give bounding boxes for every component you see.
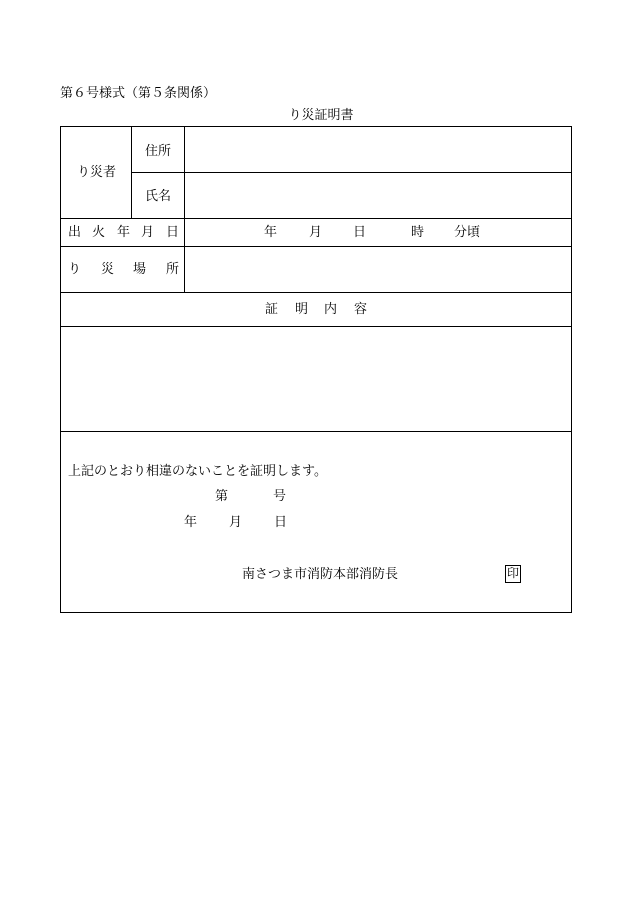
place-label-3: 所: [166, 262, 180, 277]
seal-mark: 印: [505, 565, 521, 583]
divider-label-value-2: [184, 218, 185, 292]
number-dai: 第: [215, 489, 229, 504]
certificate-form: [60, 126, 572, 613]
place-label-2: 場: [133, 262, 147, 277]
fire-date-day: 日: [353, 225, 367, 240]
fire-date-hour: 時: [411, 225, 425, 240]
content-header-2: 内: [324, 302, 338, 317]
issue-year: 年: [184, 515, 198, 530]
number-go: 号: [273, 489, 287, 504]
divider-date-place: [61, 246, 572, 247]
place-label-0: り: [68, 262, 82, 277]
victim-label: り災者: [77, 165, 117, 180]
address-label: 住所: [145, 144, 172, 159]
issue-day: 日: [274, 515, 288, 530]
fire-date-label-4: 日: [166, 225, 180, 240]
fire-date-label-3: 月: [141, 225, 155, 240]
divider-place-content: [61, 292, 572, 293]
fire-date-minute: 分頃: [454, 225, 481, 240]
divider-content-header: [61, 326, 572, 327]
fire-date-month: 月: [309, 225, 323, 240]
divider-victim-sublabel: [131, 127, 132, 218]
content-header-3: 容: [354, 302, 368, 317]
fire-date-year: 年: [264, 225, 278, 240]
issue-month: 月: [229, 515, 243, 530]
content-header-1: 明: [295, 302, 309, 317]
divider-victim-date: [61, 218, 572, 219]
divider-content-footer: [61, 431, 572, 432]
certification-statement: 上記のとおり相違のないことを証明します。: [68, 464, 327, 479]
fire-date-label-1: 火: [92, 225, 106, 240]
content-header-0: 証: [265, 302, 279, 317]
place-label-1: 災: [101, 262, 115, 277]
form-number: 第６号様式（第５条関係）: [60, 86, 217, 101]
document-title: り災証明書: [288, 108, 354, 123]
name-label: 氏名: [145, 189, 172, 204]
fire-date-label-2: 年: [117, 225, 131, 240]
divider-address-name: [131, 172, 572, 173]
issuer-name: 南さつま市消防本部消防長: [242, 567, 399, 582]
divider-label-value-1: [184, 127, 185, 218]
fire-date-label-0: 出: [68, 225, 82, 240]
